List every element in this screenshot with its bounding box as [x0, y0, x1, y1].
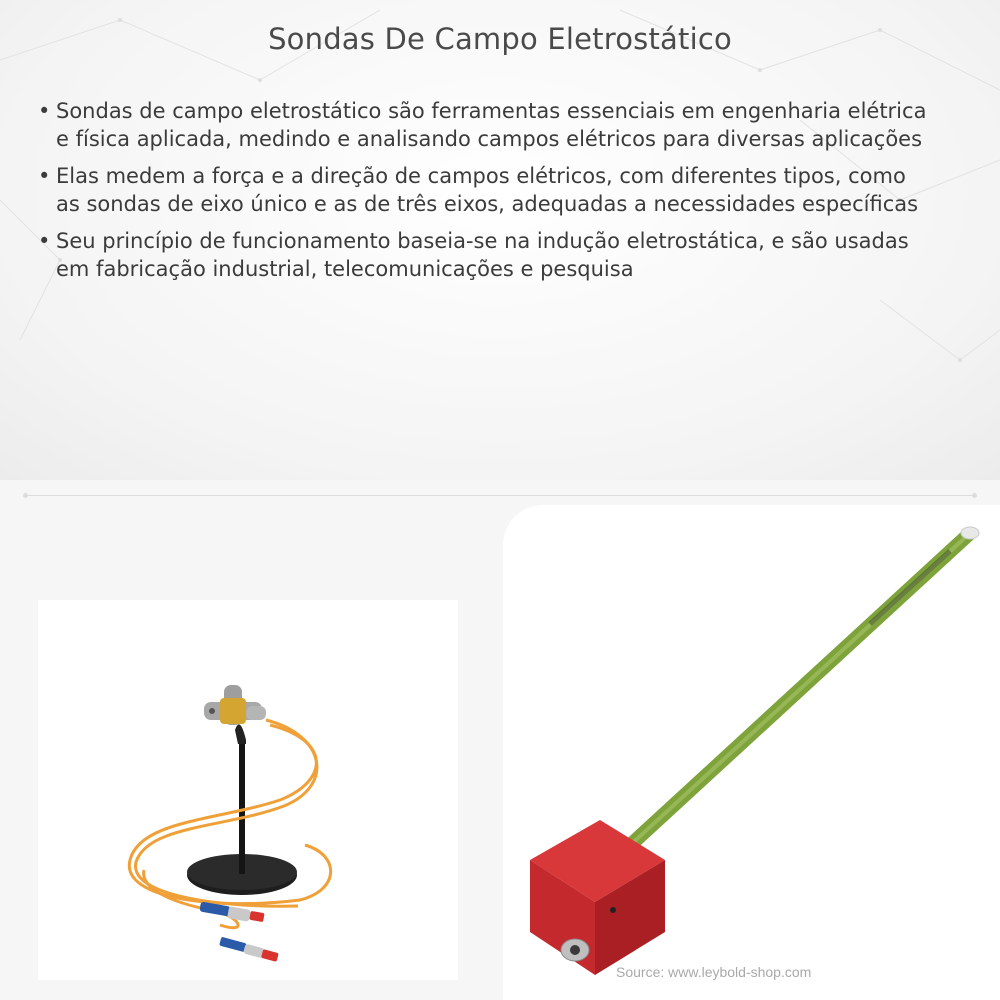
page-title: Sondas De Campo Eletrostático: [268, 22, 732, 56]
bullet-item: [34, 163, 934, 218]
bullet-item: [34, 228, 934, 283]
bullet-text: Sondas de campo eletrostático são ferramentas essenciais em engenharia elétrica e física aplicada, medindo e analisando campos elétricos para diversas aplicações: [56, 99, 927, 151]
section-divider: [25, 495, 975, 496]
bullet-item: [34, 98, 934, 153]
bullet-marker: •: [38, 164, 51, 188]
bullet-text: Elas medem a força e a direção de campos elétricos, com diferentes tipos, como as sondas de eixo único e as de três eixos, adequadas a necessidades específicas: [56, 164, 919, 216]
image-source-credit: Source: www.leybold-shop.com: [616, 964, 812, 980]
bullet-marker: •: [38, 229, 51, 253]
bullet-marker: •: [38, 99, 51, 123]
bullet-list: [34, 98, 934, 293]
three-axis-probe-image: [100, 640, 360, 980]
bullet-text: Seu princípio de funcionamento baseia-se na indução eletrostática, e são usadas em fabricação industrial, telecomunicações e pesquisa: [56, 229, 909, 281]
single-axis-probe-image: [520, 520, 990, 980]
